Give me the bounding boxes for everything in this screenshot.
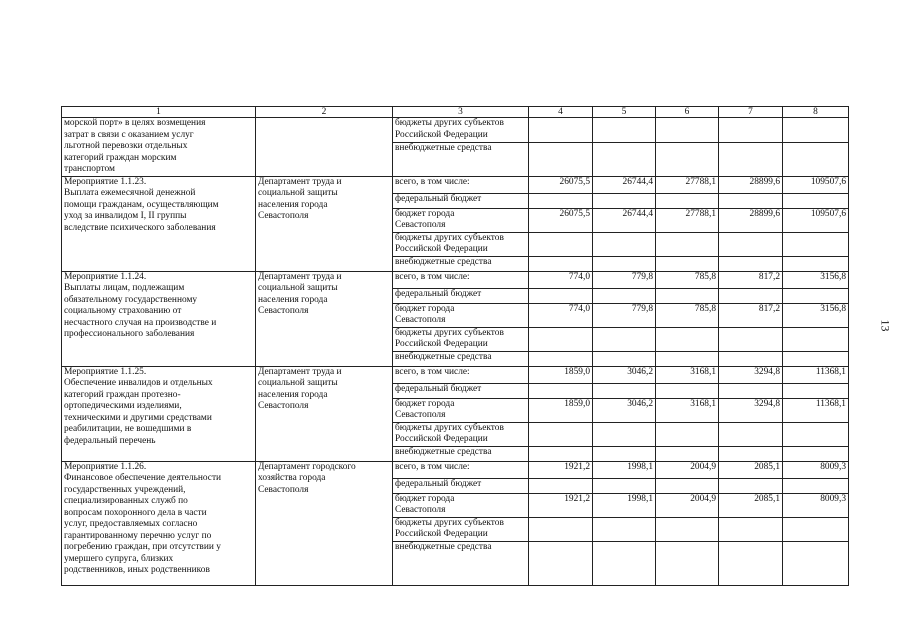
funding-source: всего, в том числе: — [393, 366, 529, 383]
amount-cell — [656, 351, 719, 366]
amount-cell: 3168,1 — [656, 366, 719, 383]
amount-cell: 785,8 — [656, 303, 719, 327]
amount-cell: 26075,5 — [529, 176, 593, 193]
funding-source: бюджет города Севастополя — [393, 398, 529, 422]
amount-cell — [656, 422, 719, 446]
amount-cell: 1859,0 — [529, 398, 593, 422]
amount-cell — [719, 517, 783, 541]
funding-source: всего, в том числе: — [393, 461, 529, 478]
amount-cell — [719, 232, 783, 256]
measure-description: Мероприятие 1.1.25. Обеспечение инвалидов и отдельных категорий граждан протезно- ортопедическими изделиями, техническими и другими средствами реабилитации, не вошедшими в федеральный перечень — [62, 366, 256, 461]
amount-cell: 8009,3 — [783, 493, 849, 517]
amount-cell: 1998,1 — [593, 493, 656, 517]
amount-cell — [783, 256, 849, 271]
amount-cell — [719, 327, 783, 351]
amount-cell — [529, 351, 593, 366]
amount-cell: 3294,8 — [719, 366, 783, 383]
responsible-department — [256, 118, 393, 177]
funding-source: внебюджетные средства — [393, 256, 529, 271]
amount-cell — [719, 478, 783, 493]
funding-source: бюджет города Севастополя — [393, 303, 529, 327]
amount-cell — [529, 517, 593, 541]
amount-cell — [529, 288, 593, 303]
amount-cell: 27788,1 — [656, 208, 719, 232]
column-number-header — [62, 107, 849, 118]
amount-cell — [593, 422, 656, 446]
amount-cell: 26744,4 — [593, 176, 656, 193]
amount-cell — [656, 327, 719, 351]
amount-cell — [719, 383, 783, 398]
amount-cell: 109507,6 — [783, 176, 849, 193]
amount-cell: 3046,2 — [593, 398, 656, 422]
funding-source: внебюджетные средства — [393, 351, 529, 366]
table-row — [62, 366, 849, 383]
amount-cell — [593, 383, 656, 398]
amount-cell: 2004,9 — [656, 461, 719, 478]
funding-source: бюджеты других субъектов Российской Федерации — [393, 517, 529, 541]
measure-description: Мероприятие 1.1.26. Финансовое обеспечение деятельности государственных учреждений, специализированных служб по вопросам похоронного дела в части услуг, предоставляемых согласно гарантированному перечню услуг по погребению граждан, при отсутствии у умершего супруга, близких родственников, иных родственников — [62, 461, 256, 585]
amount-cell — [719, 142, 783, 176]
amount-cell — [529, 422, 593, 446]
amount-cell — [593, 142, 656, 176]
amount-cell — [656, 142, 719, 176]
amount-cell: 2004,9 — [656, 493, 719, 517]
amount-cell — [656, 232, 719, 256]
amount-cell: 11368,1 — [783, 398, 849, 422]
amount-cell — [656, 446, 719, 461]
amount-cell: 3156,8 — [783, 271, 849, 288]
amount-cell — [656, 478, 719, 493]
amount-cell: 1921,2 — [529, 493, 593, 517]
funding-source: федеральный бюджет — [393, 288, 529, 303]
amount-cell — [593, 478, 656, 493]
funding-source: бюджет города Севастополя — [393, 493, 529, 517]
funding-source: всего, в том числе: — [393, 271, 529, 288]
column-number: 6 — [656, 107, 719, 118]
amount-cell — [656, 541, 719, 585]
amount-cell — [719, 422, 783, 446]
amount-cell: 779,8 — [593, 271, 656, 288]
amount-cell — [593, 232, 656, 256]
amount-cell — [783, 478, 849, 493]
funding-source: бюджеты других субъектов Российской Федерации — [393, 422, 529, 446]
amount-cell — [783, 351, 849, 366]
amount-cell: 28899,6 — [719, 208, 783, 232]
amount-cell — [593, 517, 656, 541]
amount-cell — [593, 327, 656, 351]
amount-cell — [529, 193, 593, 208]
amount-cell — [783, 422, 849, 446]
funding-source: бюджеты других субъектов Российской Федерации — [393, 118, 529, 143]
amount-cell — [656, 118, 719, 143]
amount-cell — [719, 118, 783, 143]
amount-cell — [719, 446, 783, 461]
amount-cell — [656, 193, 719, 208]
amount-cell: 109507,6 — [783, 208, 849, 232]
amount-cell — [529, 383, 593, 398]
amount-cell — [529, 142, 593, 176]
funding-source: внебюджетные средства — [393, 541, 529, 585]
amount-cell — [656, 517, 719, 541]
table-row — [62, 271, 849, 288]
column-number: 4 — [529, 107, 593, 118]
responsible-department: Департамент труда и социальной защиты населения города Севастополя — [256, 176, 393, 271]
amount-cell: 11368,1 — [783, 366, 849, 383]
measure-description: морской порт» в целях возмещения затрат в связи с оказанием услуг льготной перевозки отдельных категорий граждан морским транспортом — [62, 118, 256, 177]
amount-cell — [783, 383, 849, 398]
amount-cell: 817,2 — [719, 303, 783, 327]
amount-cell: 3168,1 — [656, 398, 719, 422]
funding-source: федеральный бюджет — [393, 478, 529, 493]
amount-cell — [783, 232, 849, 256]
amount-cell — [656, 288, 719, 303]
column-number: 8 — [783, 107, 849, 118]
amount-cell — [593, 541, 656, 585]
table-row — [62, 461, 849, 478]
amount-cell: 774,0 — [529, 271, 593, 288]
amount-cell — [593, 193, 656, 208]
amount-cell: 26744,4 — [593, 208, 656, 232]
amount-cell: 2085,1 — [719, 461, 783, 478]
table-row — [62, 176, 849, 193]
amount-cell: 779,8 — [593, 303, 656, 327]
amount-cell — [783, 446, 849, 461]
responsible-department: Департамент городского хозяйства города Севастополя — [256, 461, 393, 585]
amount-cell — [593, 351, 656, 366]
amount-cell: 785,8 — [656, 271, 719, 288]
amount-cell — [529, 446, 593, 461]
funding-source: бюджет города Севастополя — [393, 208, 529, 232]
amount-cell: 1998,1 — [593, 461, 656, 478]
amount-cell: 774,0 — [529, 303, 593, 327]
amount-cell: 3046,2 — [593, 366, 656, 383]
measure-description: Мероприятие 1.1.23. Выплата ежемесячной денежной помощи гражданам, осуществляющим уход за инвалидом I, II группы вследствие психического заболевания — [62, 176, 256, 271]
amount-cell — [783, 142, 849, 176]
amount-cell — [719, 541, 783, 585]
amount-cell: 26075,5 — [529, 208, 593, 232]
table-row — [62, 118, 849, 143]
funding-source: внебюджетные средства — [393, 142, 529, 176]
amount-cell: 2085,1 — [719, 493, 783, 517]
amount-cell — [783, 118, 849, 143]
amount-cell — [656, 256, 719, 271]
amount-cell: 3156,8 — [783, 303, 849, 327]
funding-source: внебюджетные средства — [393, 446, 529, 461]
amount-cell: 8009,3 — [783, 461, 849, 478]
amount-cell — [529, 118, 593, 143]
amount-cell — [529, 478, 593, 493]
funding-source: федеральный бюджет — [393, 193, 529, 208]
amount-cell — [593, 446, 656, 461]
amount-cell — [783, 541, 849, 585]
funding-source: бюджеты других субъектов Российской Федерации — [393, 327, 529, 351]
amount-cell — [529, 327, 593, 351]
amount-cell — [783, 327, 849, 351]
amount-cell: 3294,8 — [719, 398, 783, 422]
amount-cell — [593, 256, 656, 271]
responsible-department: Департамент труда и социальной защиты населения города Севастополя — [256, 271, 393, 366]
amount-cell — [529, 232, 593, 256]
column-number: 3 — [393, 107, 529, 118]
amount-cell — [529, 541, 593, 585]
amount-cell — [719, 288, 783, 303]
amount-cell — [593, 118, 656, 143]
amount-cell: 1921,2 — [529, 461, 593, 478]
amount-cell — [783, 193, 849, 208]
amount-cell — [719, 256, 783, 271]
funding-source: всего, в том числе: — [393, 176, 529, 193]
amount-cell: 28899,6 — [719, 176, 783, 193]
column-number: 1 — [62, 107, 256, 118]
amount-cell — [656, 383, 719, 398]
measure-description: Мероприятие 1.1.24. Выплаты лицам, подлежащим обязательному государственному социальному страхованию от несчастного случая на производстве и профессионального заболевания — [62, 271, 256, 366]
amount-cell — [719, 351, 783, 366]
amount-cell — [719, 193, 783, 208]
column-number: 5 — [593, 107, 656, 118]
amount-cell — [529, 256, 593, 271]
responsible-department: Департамент труда и социальной защиты населения города Севастополя — [256, 366, 393, 461]
column-number: 7 — [719, 107, 783, 118]
amount-cell: 817,2 — [719, 271, 783, 288]
amount-cell — [783, 517, 849, 541]
funding-source: бюджеты других субъектов Российской Федерации — [393, 232, 529, 256]
amount-cell — [593, 288, 656, 303]
page-number: 13 — [878, 319, 893, 332]
amount-cell — [783, 288, 849, 303]
amount-cell: 1859,0 — [529, 366, 593, 383]
column-number: 2 — [256, 107, 393, 118]
amount-cell: 27788,1 — [656, 176, 719, 193]
funding-table — [61, 106, 849, 586]
funding-source: федеральный бюджет — [393, 383, 529, 398]
